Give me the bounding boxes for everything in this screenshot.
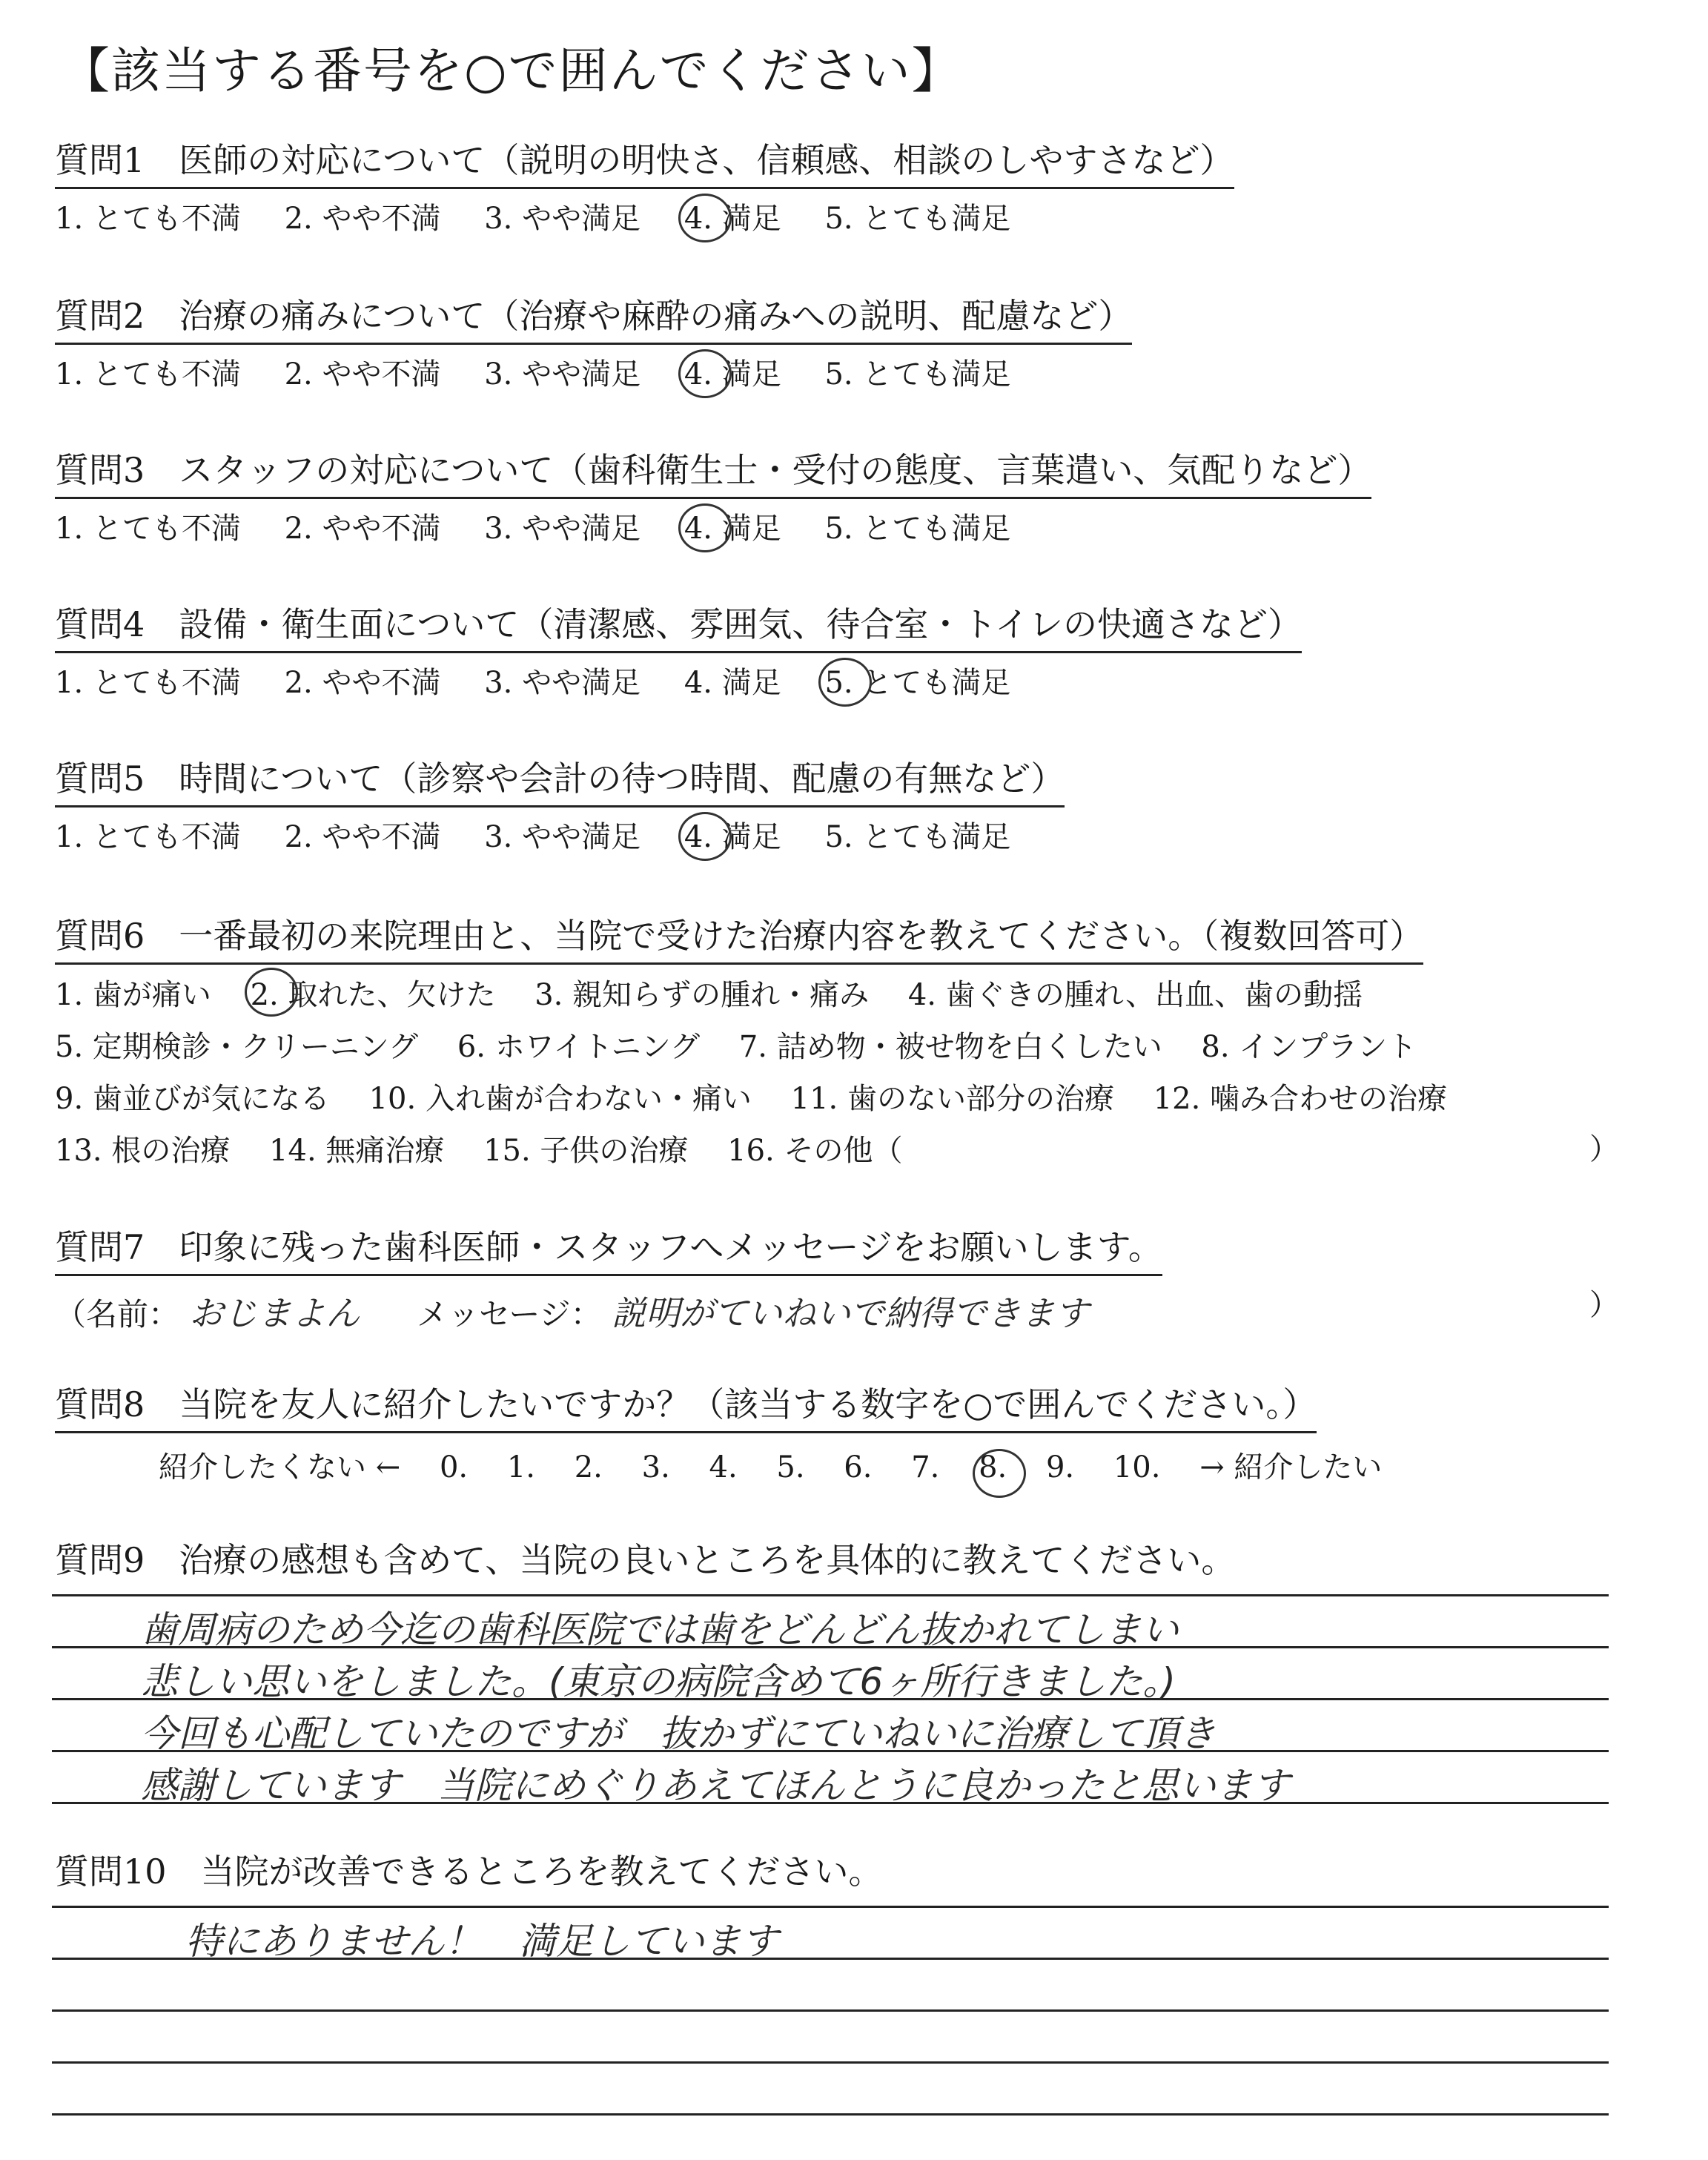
q6-option-2[interactable]: 2. 取れた、欠けた [251, 969, 496, 1021]
q6-row-4 [55, 1125, 1477, 1177]
q4-option-5[interactable]: 5. とても満足 [824, 659, 1010, 701]
q8-option-9[interactable]: 9. [1045, 1450, 1075, 1484]
question-6 [55, 909, 1477, 1177]
question-2-options [55, 351, 1132, 393]
q10-answer-rule [52, 2113, 1609, 2116]
q6-option-15[interactable]: 15. 子供の治療 [483, 1134, 689, 1168]
q2-option-2[interactable]: 2. やや不満 [284, 357, 441, 392]
q6-option-12[interactable]: 12. 噛み合わせの治療 [1153, 1082, 1448, 1116]
q6-row-2 [55, 1021, 1477, 1073]
q2-option-4[interactable]: 4. 満足 [684, 351, 781, 393]
question-8-title: 質問8 当院を友人に紹介したいですか？（該当する数字を○で囲んでください。） [55, 1378, 1317, 1433]
q10-answer-rule [52, 2009, 1609, 2012]
q8-option-7[interactable]: 7. [911, 1450, 940, 1484]
q1-option-2[interactable]: 2. やや不満 [284, 202, 441, 236]
q3-option-4[interactable]: 4. 満足 [684, 505, 781, 547]
question-5-options [55, 813, 1065, 856]
q6-option-10[interactable]: 10. 入れ歯が合わない・痛い [368, 1082, 752, 1116]
q8-left-label: 紹介したくない ← [159, 1450, 401, 1484]
q5-option-3[interactable]: 3. やや満足 [484, 820, 641, 854]
q3-option-2[interactable]: 2. やや不満 [284, 512, 441, 546]
q8-option-6[interactable]: 6. [844, 1450, 873, 1484]
q7-message-row [55, 1287, 1162, 1335]
q6-option-5[interactable]: 5. 定期検診・クリーニング [55, 1030, 419, 1064]
q9-answer-rule [52, 1594, 1609, 1596]
question-7-title: 質問7 印象に残った歯科医師・スタッフへメッセージをお願いします。 [55, 1221, 1162, 1276]
q10-answer-rule [52, 1906, 1609, 1908]
q4-option-4[interactable]: 4. 満足 [683, 666, 781, 700]
question-5 [55, 752, 1065, 856]
q9-answer-line-3[interactable]: 今回も心配していたのですが 抜かずにていねいに治療して頂き [141, 1712, 1216, 1755]
q6-option-9[interactable]: 9. 歯並びが気になる [55, 1082, 330, 1116]
q2-option-3[interactable]: 3. やや満足 [484, 357, 641, 392]
page-title: 【該当する番号を○で囲んでください】 [61, 42, 962, 99]
q7-close-paren: ） [1589, 1288, 1619, 1322]
q6-option-7[interactable]: 7. 詰め物・被せ物を白くしたい [738, 1030, 1162, 1064]
q1-option-4[interactable]: 4. 満足 [684, 195, 781, 237]
q6-row-3 [55, 1073, 1477, 1125]
q6-option-3[interactable]: 3. 親知らずの腫れ・痛み [534, 978, 870, 1012]
q8-option-1[interactable]: 1. [506, 1450, 536, 1484]
q9-answer-line-2[interactable]: 悲しい思いをしました。(東京の病院含めて6ヶ所行きました。) [141, 1660, 1176, 1703]
q3-option-5[interactable]: 5. とても満足 [824, 512, 1011, 546]
q5-option-4[interactable]: 4. 満足 [684, 813, 781, 856]
question-2 [55, 289, 1132, 393]
q4-option-1[interactable]: 1. とても不満 [55, 666, 241, 700]
q5-option-1[interactable]: 1. とても不満 [55, 820, 241, 854]
question-4 [55, 598, 1302, 701]
q7-name-value[interactable]: おじまよん [189, 1293, 360, 1333]
question-8 [55, 1378, 1411, 1486]
q1-option-3[interactable]: 3. やや満足 [484, 202, 641, 236]
question-9 [55, 1533, 1235, 1587]
q1-option-1[interactable]: 1. とても不満 [55, 202, 241, 236]
question-9-title: 質問9 治療の感想も含めて、当院の良いところを具体的に教えてください。 [55, 1540, 1236, 1580]
q8-option-0[interactable]: 0. [439, 1450, 469, 1484]
q5-option-5[interactable]: 5. とても満足 [824, 820, 1011, 854]
question-1 [55, 133, 1234, 237]
question-1-options [55, 195, 1234, 237]
q8-right-label: → 紹介したい [1199, 1450, 1383, 1484]
question-7 [55, 1221, 1162, 1335]
question-3-title: 質問3 スタッフの対応について（歯科衛生士・受付の態度、言葉遣い、気配りなど） [55, 443, 1371, 499]
q7-message-value[interactable]: 説明がていねいで納得できます [611, 1293, 1089, 1333]
q2-option-1[interactable]: 1. とても不満 [55, 357, 241, 392]
q7-name-label: （名前： [55, 1296, 180, 1332]
q9-answer-line-1[interactable]: 歯周病のため今迄の歯科医院では歯をどんどん抜かれてしまい [141, 1608, 1179, 1651]
q1-option-5[interactable]: 5. とても満足 [824, 202, 1011, 236]
q6-option-4[interactable]: 4. 歯ぐきの腫れ、出血、歯の動揺 [907, 978, 1363, 1012]
q4-option-2[interactable]: 2. やや不満 [284, 666, 441, 700]
q8-option-2[interactable]: 2. [574, 1450, 603, 1484]
q3-option-1[interactable]: 1. とても不満 [55, 512, 241, 546]
question-4-options [55, 659, 1302, 701]
q8-option-3[interactable]: 3. [641, 1450, 670, 1484]
question-6-options [55, 969, 1477, 1177]
q9-answer-line-4[interactable]: 感謝しています 当院にめぐりあえてほんとうに良かったと思います [141, 1764, 1290, 1807]
question-4-title: 質問4 設備・衛生面について（清潔感、雰囲気、待合室・トイレの快適さなど） [55, 598, 1302, 653]
q10-answer-line-1[interactable]: 特にありません！ 満足しています [185, 1920, 778, 1963]
q8-option-10[interactable]: 10. [1113, 1450, 1161, 1484]
q7-message-label: メッセージ： [417, 1296, 602, 1332]
q6-option-16[interactable]: 16. その他（ [727, 1134, 903, 1168]
question-10-title: 質問10 当院が改善できるところを教えてください。 [55, 1852, 883, 1892]
question-5-title: 質問5 時間について（診察や会計の待つ時間、配慮の有無など） [55, 752, 1065, 807]
question-10 [55, 1845, 883, 1898]
q6-option-6[interactable]: 6. ホワイトニング [457, 1030, 701, 1064]
q4-option-3[interactable]: 3. やや満足 [484, 666, 641, 700]
q8-option-4[interactable]: 4. [709, 1450, 738, 1484]
question-2-title: 質問2 治療の痛みについて（治療や麻酔の痛みへの説明、配慮など） [55, 289, 1132, 345]
q8-scale [55, 1444, 1411, 1486]
q10-answer-rule [52, 2061, 1609, 2064]
question-3-options [55, 505, 1371, 547]
q6-option-13[interactable]: 13. 根の治療 [55, 1134, 231, 1168]
question-6-title: 質問6 一番最初の来院理由と、当院で受けた治療内容を教えてください。（複数回答可） [55, 909, 1423, 965]
q2-option-5[interactable]: 5. とても満足 [824, 357, 1011, 392]
q6-other-close-paren: ） [1589, 1132, 1619, 1166]
q6-option-8[interactable]: 8. インプラント [1201, 1030, 1417, 1064]
q6-option-11[interactable]: 11. 歯のない部分の治療 [790, 1082, 1114, 1116]
q3-option-3[interactable]: 3. やや満足 [484, 512, 641, 546]
q8-option-5[interactable]: 5. [776, 1450, 805, 1484]
q5-option-2[interactable]: 2. やや不満 [284, 820, 441, 854]
question-3 [55, 443, 1371, 547]
question-1-title: 質問1 医師の対応について（説明の明快さ、信頼感、相談のしやすさなど） [55, 133, 1234, 189]
q8-option-8[interactable]: 8. [979, 1450, 1007, 1484]
q6-option-14[interactable]: 14. 無痛治療 [269, 1134, 445, 1168]
q6-row-1 [55, 969, 1477, 1021]
q6-option-1[interactable]: 1. 歯が痛い [55, 978, 211, 1012]
